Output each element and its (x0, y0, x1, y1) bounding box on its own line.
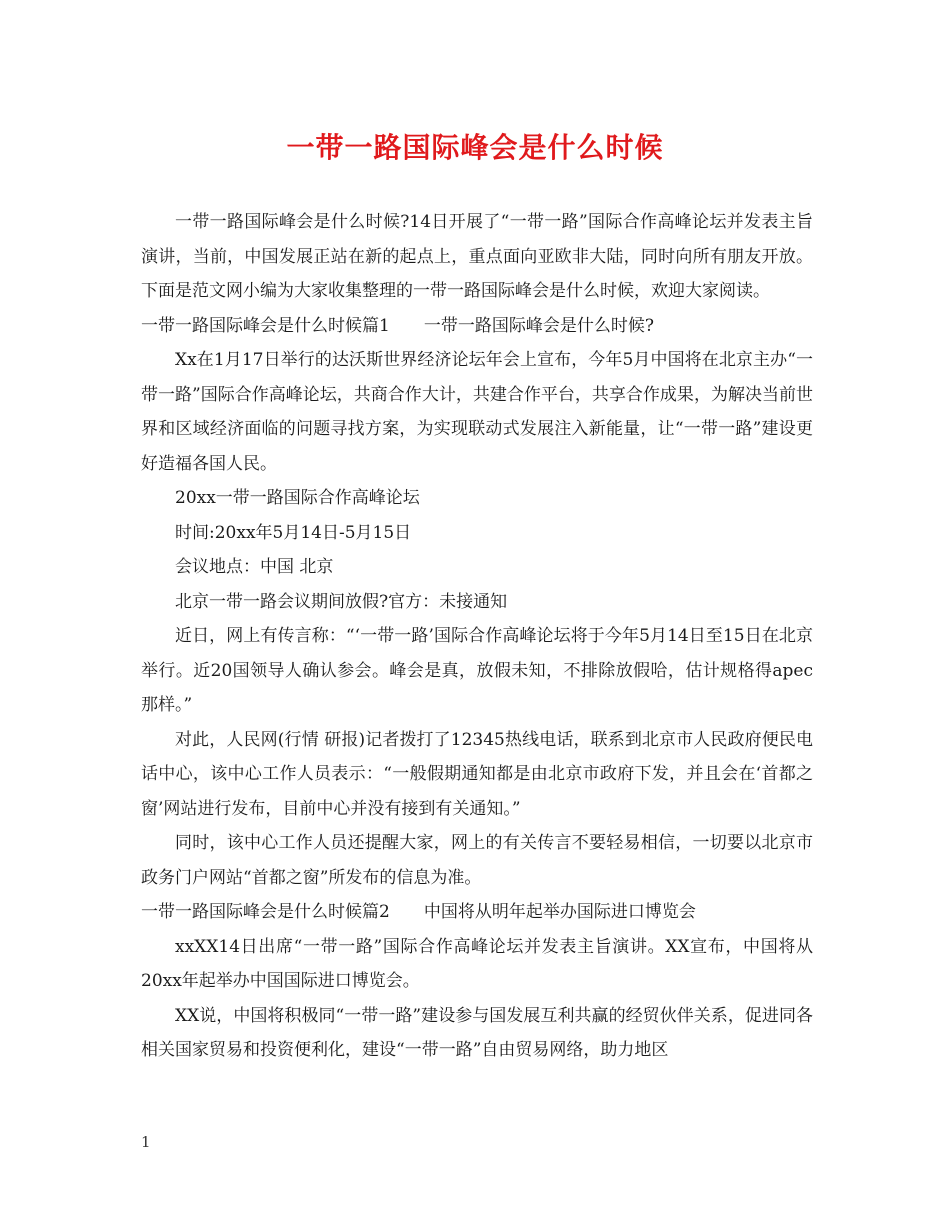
body-paragraph: 近日，网上有传言称：“‘一带一路’国际合作高峰论坛将于今年5月14日至15日在北京举行。近20国领导人确认参会。峰会是真，放假未知，不排除放假哈，估计规格得apec那样。” (141, 626, 813, 715)
section-label: 一带一路国际峰会是什么时候篇2 (141, 902, 390, 922)
body-paragraph: 时间:20xx年5月14日-5月15日 (175, 522, 412, 543)
body-paragraph: 对此，人民网(行情 研报)记者拨打了12345热线电话，联系到北京市人民政府便民电话中心，该中心工作人员表示：“一般假期通知都是由北京市政府下发，并且会在‘首都之窗’网站进行发布，目前中心并没有接到有关通知。” (141, 729, 813, 819)
intro-paragraph: 一带一路国际峰会是什么时候?14日开展了“一带一路”国际合作高峰论坛并发表主旨演讲，当前，中国发展正站在新的起点上，重点面向亚欧非大陆，同时向所有朋友开放。下面是范文网小编为大家收集整理的一带一路国际峰会是什么时候，欢迎大家阅读。 (141, 212, 813, 301)
body-paragraph: 北京一带一路会议期间放假?官方：未接通知 (175, 591, 508, 612)
body-paragraph: 会议地点：中国 北京 (175, 557, 334, 577)
section-heading-1 (141, 309, 813, 344)
page-number: 1 (141, 1133, 151, 1151)
section-label: 一带一路国际峰会是什么时候篇1 (141, 315, 390, 336)
body-paragraph: xxXX14日出席“一带一路”国际合作高峰论坛并发表主旨演讲。XX宣布，中国将从20xx年起举办中国国际进口博览会。 (141, 936, 813, 991)
body-paragraph: Xx在1月17日举行的达沃斯世界经济论坛年会上宣布，今年5月中国将在北京主办“一带一路”国际合作高峰论坛，共商合作大计，共建合作平台，共享合作成果，为解决当前世界和区域经济面临的问题寻找方案，为实现联动式发展注入新能量，让“一带一路”建设更好造福各国人民。 (141, 350, 813, 474)
section-subtitle: 中国将从明年起举办国际进口博览会 (423, 902, 696, 922)
body-paragraph: XX说，中国将积极同“一带一路”建设参与国发展互利共赢的经贸伙伴关系，促进同各相关国家贸易和投资便利化，建设“一带一路”自由贸易网络，助力地区 (141, 1005, 813, 1060)
body-paragraph: 同时，该中心工作人员还提醒大家，网上的有关传言不要轻易相信，一切要以北京市政务门户网站“首都之窗”所发布的信息为准。 (141, 833, 813, 888)
document-title: 一带一路国际峰会是什么时候 (286, 131, 664, 164)
section-subtitle: 一带一路国际峰会是什么时候? (423, 315, 654, 336)
body-paragraph: 20xx一带一路国际合作高峰论坛 (175, 488, 420, 508)
document-body (141, 205, 813, 1068)
section-heading-2 (141, 895, 813, 930)
